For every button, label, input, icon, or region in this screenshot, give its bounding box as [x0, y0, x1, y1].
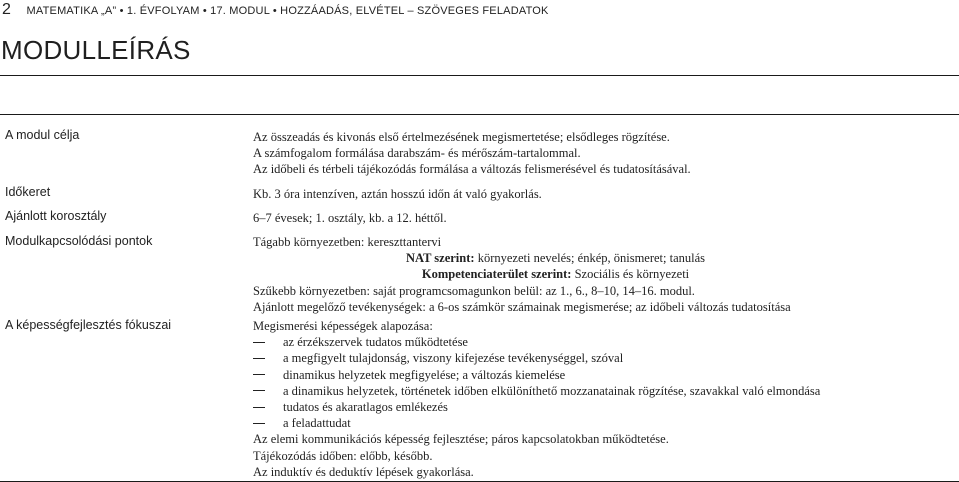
goal-line: A számfogalom formálása darabszám- és mérőszám-tartalommal. — [253, 146, 581, 161]
links-nat — [253, 250, 953, 266]
focus-closing: Az elemi kommunikációs képesség fejlesztése; páros kapcsolatokban működtetése. — [253, 432, 669, 447]
time-value — [253, 186, 953, 202]
page-number: 2 — [2, 1, 11, 18]
goal-line: Az összeadás és kivonás első értelmezésének megismertetése; elsődleges rögzítése. — [253, 130, 670, 144]
age-text: 6–7 évesek; 1. osztály, kb. a 12. héttől. — [253, 211, 447, 225]
dash-bullet-icon — [253, 390, 265, 391]
goal-label: A modul célja — [5, 128, 80, 142]
list-item — [253, 334, 953, 350]
competence-label: Kompetenciaterület szerint: — [421, 267, 572, 282]
dash-bullet-icon — [253, 423, 265, 424]
age-value — [253, 210, 953, 226]
links-narrow: Szűkebb környezetben: saját programcsomagunkon belül: az 1., 6., 8–10, 14–16. modul. — [253, 283, 695, 298]
links-label: Modulkapcsolódási pontok — [5, 234, 153, 248]
focus-closing: Tájékozódás időben: előbb, később. — [253, 448, 433, 463]
links-value — [253, 234, 953, 315]
running-header — [0, 0, 549, 20]
age-label: Ajánlott korosztály — [5, 209, 107, 223]
list-item-text: a feladattudat — [283, 416, 351, 431]
list-item-text: a dinamikus helyzetek, történetek időben elkülöníthető mozzanatainak rögzítése, szavakkal való elmondása — [283, 383, 821, 398]
list-item — [253, 367, 953, 383]
links-competence — [253, 266, 953, 282]
focus-closing: Az induktív és deduktív lépések gyakorlása. — [253, 464, 474, 479]
list-item-text: a megfigyelt tulajdonság, viszony kifejezése tevékenységgel, szóval — [283, 351, 624, 366]
list-item — [253, 415, 953, 431]
competence-value: Szociális és környezeti — [574, 267, 690, 282]
page-title: MODULLEÍRÁS — [1, 35, 191, 65]
dash-bullet-icon — [253, 407, 265, 408]
dash-bullet-icon — [253, 374, 265, 375]
running-title: MATEMATIKA „A” • 1. ÉVFOLYAM • 17. MODUL • HOZZÁADÁS, ELVÉTEL – SZÖVEGES FELADATOK — [26, 5, 549, 17]
list-item-text: tudatos és akaratlagos emlékezés — [283, 400, 448, 415]
time-label: Időkeret — [5, 185, 51, 199]
links-broad: Tágabb környezetben: kereszttantervi — [253, 235, 442, 249]
list-item-text: az érzékszervek tudatos működtetése — [283, 335, 468, 350]
dash-bullet-icon — [253, 342, 265, 343]
list-item — [253, 350, 953, 366]
list-item-text: dinamikus helyzetek megfigyelése; a változás kiemelése — [283, 367, 566, 382]
goal-value — [253, 129, 953, 178]
list-item — [253, 383, 953, 399]
focus-label: A képességfejlesztés fókuszai — [5, 318, 172, 332]
goal-line: Az időbeli és térbeli tájékozódás formálása a változás felismerésével és tudatosításával. — [253, 162, 691, 177]
nat-value: környezeti nevelés; énkép, önismeret; tanulás — [477, 251, 706, 266]
dash-bullet-icon — [253, 358, 265, 359]
focus-value — [253, 318, 953, 480]
time-text: Kb. 3 óra intenzíven, aztán hosszú időn át való gyakorlás. — [253, 187, 542, 201]
nat-label: NAT szerint: — [405, 251, 475, 266]
table-header-rule — [0, 114, 959, 115]
list-item — [253, 399, 953, 415]
table-top-rule — [0, 75, 959, 76]
focus-intro: Megismerési képességek alapozása: — [253, 319, 433, 333]
links-recommended: Ajánlott megelőző tevékenységek: a 6-os számkör számainak megismerése; az időbeli változás tudatosítása — [253, 299, 791, 314]
